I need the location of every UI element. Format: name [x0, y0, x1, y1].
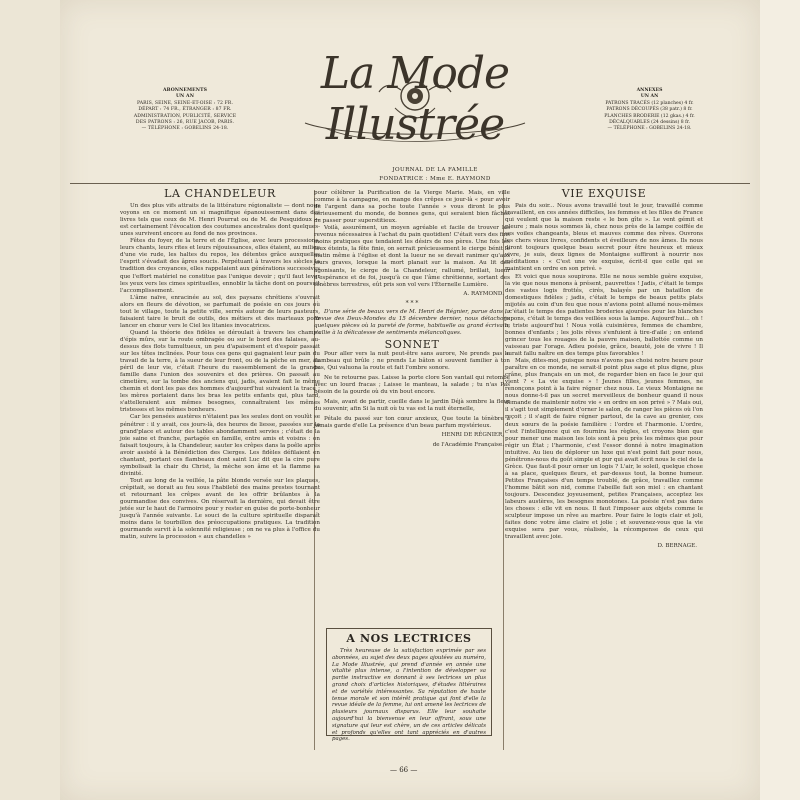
annexes-line: DÉCALQUABLES (24 dessins) 8 fr.	[609, 120, 690, 126]
paragraph: pour célébrer la Purification de la Vierge Marie. Mais, en ville comme à la campagne, en mange des crêpes ce jour-là « pour avoir de l'argent dans sa poche toute l'année » vous diront le plus sérieusement du monde, de bonnes gens, qui seraient bien fâchés de passer pour superstitieux.	[314, 190, 510, 225]
paragraph: Pais du soir... Nous avons travaillé tout le jour, travaillé comme travaillent, en ces années difficiles, les femmes et les filles de France qui veulent que la maison reste « le bon gîte ». Le vent gémit et pleure ; mais nous sommes là, chez nous près de la lampe coiffée de ses voiles changeants, bleus et mauves comme des rêves. Ouvrons les chers vieux livres, confidents et éveilleurs de nos âmes. Ils nous diront toujours quelque beau secret pour être heureux et mieux vivre, je suis, deux lignes de Montaigne suffiront à nourrir nos méditations : « C'est une vie exquise, écrit-il que celle qui se maintient en ordre en son privé. »	[505, 203, 703, 273]
tagline	[360, 166, 510, 183]
subscription-line: DES PATRONS : 26, RUE JACOB, PARIS.	[135, 120, 235, 126]
article-chandeleur	[120, 187, 320, 541]
subscription-line: PARIS, SEINE, SEINE-ET-OISE : 72 FR.	[136, 100, 234, 106]
paragraph: Un des plus vifs attraits de la littérature régionaliste — dont nous voyons en ce moment un si magnifique épanouissement dans des livres tels que ceux de M. Henri Pourrat ou de M. de Pesquidoux — est certainement l'évocation des coutumes ancestrales dont quelques-unes survivent encore au fond de nos provinces.	[120, 203, 320, 238]
article-title: LA CHANDELEUR	[164, 187, 276, 200]
poet-name: HENRI DE RÉGNIER,	[441, 432, 504, 439]
paragraph: Fêtes du foyer, de la terre et de l'Église, avec leurs processions, leurs chants, leurs rites et leurs réjouissances, elles étaient, au milieu d'une vie rude, les haltes du repos, les détentes grâce auxquelles l'esprit s'évadait des âpres soucis. Perpétuant à travers les siècles la tradition des croyances, elles rappelaient aux générations successives que l'effort matériel ne constitue pas l'unique devoir ; qu'il faut lever les yeux vers les cimes spirituelles, ennoblir la tâche dont on poursuit l'accomplissement.	[120, 238, 320, 294]
stanza: Ne te retourne pas. Laisse la porte clore Son vantail qui retombe avec un lourd fracas ; Laisse le manteau, la salade ; tu n'as Pas besoin de la gourde où du vin bout encore.	[314, 375, 510, 396]
tagline-founder: FONDATRICE : Mme E. RAYMOND	[379, 175, 491, 182]
page-number: — 66 —	[390, 766, 418, 774]
notice-title: A NOS LECTRICES	[346, 632, 472, 645]
paragraph: Mais, dites-moi, puisque nous n'avons pas choisi notre heure pour paraître en ce monde, ne serait-il point plus sage et plus digne, plus crâne, plus français en un mot, de regarder bien en face le jour qui vient ? « La vie exquise » ! Jeunes filles, jeunes femmes, ne renonçons point à la faire régner chez nous. Le vieux Montaigne ne nous donne-t-il pas un secret merveilleux de bonheur quand il nous demande de maintenir notre vie « en ordre en son privé » ? Mais oui, il s'agit tout simplement d'orner le salon, de ranger les pièces où l'on reçoit ; il s'agit de faire régner partout, de la cave au grenier, ces deux sœurs de la poésie familière : l'ordre et l'harmonie. L'ordre, c'est l'intelligence qui en fournira les règles, et croyons bien que pour mener une maison les lois sont à peu près les mêmes que pour régir un État ; l'harmonie, c'est l'essor donné à notre imagination intuitive. Au lieu de déplorer un luxe qui n'est point fait pour nous, pénétrons-nous du goût simple et pur qui avait écrit nous le ciel de la Grèce. Que faut-il pour orner un logis ? L'air, le soleil, quelque chose à sa place, quelques fleurs, et par-dessus tout, la bonne humeur. Petites Françaises d'un temps troublé, de grâce, travaillez comme l'homme bâtit son nid, comme l'abeille fait son miel : en chantant toujours. Descendez joyeusement, petites Françaises, acceptez les labeurs austères, les besognes monotones. La poésie n'est pas dans les choses : elle vit en nous. Il faut l'imposer aux objets comme le sculpteur impose un rêve au marbre. Pour faire le logis clair et joli, faites donc votre âme claire et jolie ; et souvenez-vous que la vie exquise sera par vous, réalisée, la récompense de ceux qui travaillent avec joie.	[505, 358, 703, 541]
poet-title: de l'Académie Française.	[432, 441, 504, 448]
paragraph: L'âme naïve, enracinée au sol, des paysans chrétiens s'ouvrait alors en fleurs de dévotion, se parfumait de poésie en ces jours où tout le village, toute la petite ville, serrés autour de leurs pasteurs, faisaient taire le bruit de outils, des métiers et des marteaux pour lancer en chœur vers le Ciel les litanies invocatrices.	[120, 294, 320, 329]
paragraph: Car les pensées austères n'étaient pas les seules dont on voulût se pénétrer : il y avait, ces jours-là, des heures de liesse, passées sur la grand'place et autour des tables abondamment servies ; c'était de la joie saine et franche, partagée en famille, entre amis et voisins : on faisait toujours, à la Chandeleur, sauter les crêpes dans la poêle après avoir assisté à la Bénédiction des Cierges. Les fidèles défilaient en chantant, portant ces flambeaux dont saint Luc dit que la cire pure symbolisait la chair du Christ, la mèche son âme et la flamme sa divinité.	[120, 414, 320, 477]
subscription-line: — TÉLÉPHONE : GOBELINS 24-18.	[141, 126, 229, 132]
notice-box	[326, 628, 492, 743]
sonnet-title: SONNET	[384, 337, 440, 351]
paragraph: Voilà, assurément, un moyen agréable et facile de trouver les revenus nécessaires à l'achat du pain quotidien! C'était vers des fins moins pratiques que tendaient les désirs de nos pères. Une fois les feux éteints, la fête finie, on serrait précieusement le cierge bénit le matin même à l'église et dont la lueur ne se devait ranimer qu'aux jours graves, lorsque la mort planait sur la maison. Au lit des agonisants, le cierge de la Chandeleur, rallumé, brillait, lueur d'espérance et de foi, jusqu'à ce que l'âme chrétienne, sortant des ténèbres terrestres, eût pris son vol vers l'Éternelle Lumière.	[314, 225, 510, 288]
masthead	[265, 28, 565, 158]
subscription-line: ADMINISTRATION, PUBLICITÉ, SERVICE	[133, 113, 237, 119]
stanza: Mais, avant de partir, cueille dans le jardin Déjà sombre la fleur du souvenir, afin Si la nuit où tu vas est la nuit éternelle,	[314, 399, 510, 413]
signature: D. BERNAGE.	[657, 543, 697, 550]
stanza: Pétale du passé sur ton cœur anxieux, Que toute la ténèbre à jamais garde d'elle La présence d'un beau parfum mystérieux.	[314, 416, 510, 430]
article-continuation	[314, 190, 510, 451]
article-title: VIE EXQUISE	[561, 187, 647, 200]
stanza: Pour aller vers la nuit peut-être sans aurore, Ne prends pas le flambeau qui brûle ; ne prends Le bâton si souvent familier à ton pas, Qui valuona la route et fait l'ombre sonore.	[314, 350, 510, 372]
subscription-line: DÉPART : 74 FR., ÉTRANGER : 87 FR.	[138, 107, 232, 113]
poem-intro: D'une série de beaux vers de M. Henri de Régnier, parue dans la Revue des Deux-Mondes du 15 décembre dernier, nous détachons quelques pièces où la pureté de forme, habituelle au grand écrivain, s'allie à la délicatesse de sentiments mélancoliques.	[314, 308, 510, 336]
annexes-line: PATRONS TRACÉS (12 planches) 4 fr.	[605, 100, 694, 106]
annexes-line: PLANCHES BRODERIE (12 gkas.) 4 fr.	[604, 113, 695, 119]
annexes-heading: ANNEXES UN AN	[636, 88, 663, 100]
notice-text: Très heureuse de la satisfaction exprimée par ses abonnées, au sujet des deux pages ajoutées au numéro, La Mode Illustrée, qui prend d'année en année une vitalité plus intense, a l'intention de développer sa partie instructive en donnant à ses lectrices un plus grand choix d'articles historiques, d'études littéraires et de variétés intéressantes. Sa réputation de haute tenue morale et son intérêt pratique qui font d'elle la revue idéale de la femme, lui ont amené les lectrices de plusieurs journaux disparus. Elle leur souhaite aujourd'hui la bienvenue en leur offrant, sous une signature qui leur est chère, un de ces articles délicats et profonds qu'elles ont tant appréciés en d'autres pages.	[332, 648, 486, 743]
annexes-line: PATRONS DÉCOUPÉS (38 patr.) 8 fr.	[606, 107, 693, 113]
stars: * * *	[405, 299, 419, 307]
header-rule	[70, 183, 750, 184]
masthead-title: La Mode Illustrée	[320, 48, 510, 150]
subscription-heading: ABONNEMENTS UN AN	[162, 88, 208, 100]
paragraph: Tout au long de la veillée, la pâte blonde versée sur les plaques, crépitait, se dorait au feu sous l'habileté des mains prestes tournant et retournant les crêpes avant de les offrir brûlantes à la gourmandise des convives. On réservait la dernière, qui devait être jetée sur le haut de l'armoire pour y rester en guise de porte-bonheur jusqu'à l'année suivante. Le souci de la culture spirituelle disparaît moins dans le tourbillon des préoccupations pratiques. La tradition gourmande survit à la solennité religieuse ; on ne va plus à l'office du matin, suivre la procession « aux chandelles »	[120, 477, 320, 541]
binding-margin	[0, 0, 60, 800]
annexes-line: — TÉLÉPHONE : GOBELINS 24-18.	[607, 126, 692, 132]
paragraph: Et voici que nous soupirons. Elle ne nous semble guère exquise, la vie que nous menons à présent, pauvrettes ! Jadis, c'était le temps des vastes logis frottés, cirés, balayés par un bataillon de domestiques fidèles ; jadis, c'était le temps de beaux petits plats mijotés au coin d'un feu que nous n'avions point allumé nous-mêmes ; c'était le temps des patientes broderies ajourées pour les blanches jupons, c'était le temps des veillées sous la lampe. Aujourd'hui... oh ! le triste aujourd'hui ! Nous voilà cuisinières, femmes de chambre, bonnes d'enfants ; les jolis rêves s'enfuient à tire-d'aile ; on entend grincer tous les rouages de la pauvre maison, ballottée comme un vaisseau par l'orage. Adieu poésie, grâce, beauté, joie de vivre ! Il aurait fallu naître en des temps plus favorables !	[505, 273, 703, 358]
tagline-journal: JOURNAL DE LA FAMILLE	[392, 167, 478, 173]
signature: A. RAYMOND.	[463, 290, 504, 297]
subscription-info	[115, 88, 255, 133]
article-vie-exquise	[505, 187, 703, 552]
paragraph: Quand la théorie des fidèles se déroulait à travers les champs d'épis mûrs, sur la route ombragée ou sur le bord des falaises, au-dessus des flots tumultueux, un peu d'apaisement et d'espoir passait sur les têtes inclinées. Pour tous ces gens qui gagnaient leur pain du travail de la terre, à la sueur de leur front, ou de la pêche en mer, au péril de leur vie, c'était l'heure du rassemblement de la grande famille dans l'union des souvenirs et des prières. On passait au cimetière, sur la tombe des anciens qui, jadis, avaient fait le même chemin et dont les pas des hommes d'aujourd'hui suivaient la trace ; les mères portaient dans les bras les petits enfants qui, plus tard, s'attelleraient aux mêmes besognes, connaîtraient les mêmes tristesses et les mêmes bonheurs.	[120, 329, 320, 414]
annexes-info	[572, 88, 727, 133]
